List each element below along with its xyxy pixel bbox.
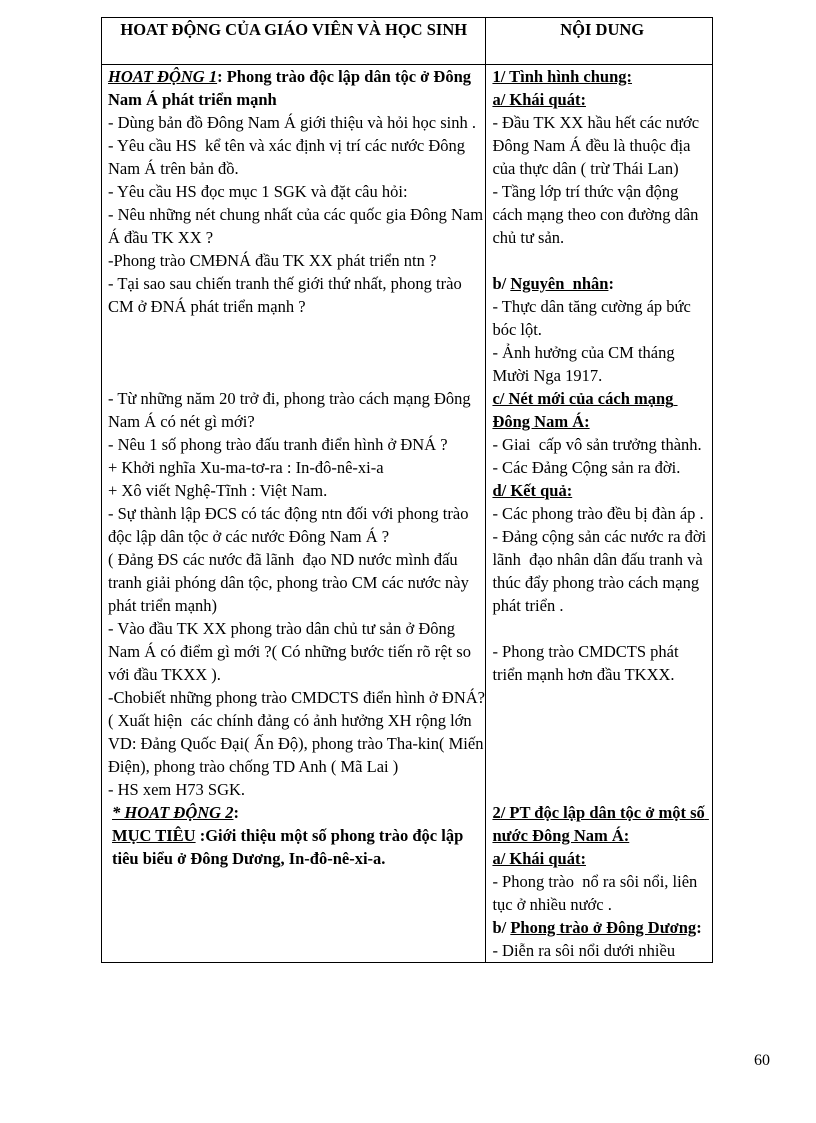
- page-number: 60: [754, 1052, 770, 1069]
- activity-line: + Khởi nghĩa Xu-ma-tơ-ra : In-đô-nê-xi-a: [108, 458, 384, 477]
- activity-2-heading: * HOAT ĐỘNG 2:: [112, 803, 239, 822]
- table-header-row: [102, 18, 713, 65]
- activity-1-label: HOAT ĐỘNG 1: [108, 67, 218, 86]
- section-2a-title: a/ Khái quát:: [492, 849, 586, 868]
- lesson-table: [101, 17, 713, 963]
- activity-line: + Xô viết Nghệ-Tĩnh : Việt Nam.: [108, 481, 328, 500]
- activity-line: VD: Đảng Quốc Đại( Ấn Độ), phong trào Tha-kin( Miến Điện), phong trào chống TD Anh ( Mã Lai ): [108, 734, 488, 776]
- content-line: - Diễn ra sôi nổi dưới nhiều: [492, 941, 676, 960]
- activity-line: - Nêu 1 số phong trào đấu tranh điển hình ở ĐNÁ ?: [108, 435, 448, 454]
- section-2-title: 2/ PT độc lập dân tộc ở một số nước Đông Nam Á:: [492, 803, 709, 845]
- header-right: NỘI DUNG: [486, 18, 713, 65]
- content-line: - Ảnh hưởng của CM tháng Mười Nga 1917.: [492, 343, 679, 385]
- activity-line: - Dùng bản đồ Đông Nam Á giới thiệu và hỏi học sinh .: [108, 113, 477, 132]
- activity-1-title: : Phong trào độc lập dân tộc ở Đông Nam Á phát triển mạnh: [108, 67, 476, 109]
- activities-column: [102, 65, 486, 963]
- activity-line: ( Đảng ĐS các nước đã lãnh đạo ND nước mình đấu tranh giải phóng dân tộc, phong trào CM các nước này phát triển mạnh): [108, 550, 473, 615]
- goal-label: MỤC TIÊU: [112, 826, 196, 845]
- activity-line: - Yêu cầu HS đọc mục 1 SGK và đặt câu hỏi:: [108, 182, 408, 201]
- content-line: - Phong trào CMDCTS phát triển mạnh hơn đầu TKXX.: [492, 642, 683, 684]
- section-1c-title: c/ Nét mới của cách mạng Đông Nam Á:: [492, 389, 678, 431]
- content-line: - Giai cấp vô sản trưởng thành.: [492, 435, 702, 454]
- activity-2-label: * HOAT ĐỘNG 2: [112, 803, 234, 822]
- activity-line: - HS xem H73 SGK.: [108, 780, 246, 799]
- section-1d-title: d/ Kết quả:: [492, 481, 573, 500]
- section-1b-title: b/ Nguyên nhân:: [492, 274, 614, 293]
- content-line: - Đảng cộng sản các nước ra đời lãnh đạo nhân dân đấu tranh và thúc đẩy phong trào cách mạng phát triển .: [492, 527, 711, 615]
- activity-line: - Sự thành lập ĐCS có tác động ntn đối với phong trào độc lập dân tộc ở các nước Đông Nam Á ?: [108, 504, 473, 546]
- section-2b-title: b/ Phong trào ở Đông Dương:: [492, 918, 702, 937]
- content-line: - Các phong trào đều bị đàn áp .: [492, 504, 704, 523]
- activity-line: - Từ những năm 20 trở đi, phong trào cách mạng Đông Nam Á có nét gì mới?: [108, 389, 475, 431]
- header-left: HOAT ĐỘNG CỦA GIÁO VIÊN VÀ HỌC SINH: [102, 18, 486, 65]
- content-line: - Đầu TK XX hầu hết các nước Đông Nam Á đều là thuộc địa của thực dân ( trừ Thái Lan): [492, 113, 704, 178]
- activity-line: - Yêu cầu HS kể tên và xác định vị trí các nước Đông Nam Á trên bản đồ.: [108, 136, 470, 178]
- activity-line: -Phong trào CMĐNÁ đầu TK XX phát triển ntn ?: [108, 251, 437, 270]
- table-body-row: [102, 65, 713, 963]
- activity-line: - Vào đầu TK XX phong trào dân chủ tư sản ở Đông Nam Á có điểm gì mới ?( Có những bước tiến rõ rệt so với đầu TKXX ).: [108, 619, 476, 684]
- content-line: - Thực dân tăng cường áp bức bóc lột.: [492, 297, 695, 339]
- goal-text: MỤC TIÊU :Giới thiệu một số phong trào độc lập tiêu biểu ở Đông Dương, In-đô-nê-xi-a.: [112, 826, 468, 868]
- content-column: [486, 65, 713, 963]
- content-line: - Tầng lớp trí thức vận động cách mạng theo con đường dân chủ tư sản.: [492, 182, 703, 247]
- activity-line: - Nêu những nét chung nhất của các quốc gia Đông Nam Á đầu TK XX ?: [108, 205, 488, 247]
- content-line: - Các Đảng Cộng sản ra đời.: [492, 458, 681, 477]
- section-1-title: 1/ Tình hình chung:: [492, 67, 633, 86]
- activity-1-heading: [108, 65, 485, 111]
- activity-line: - Tại sao sau chiến tranh thế giới thứ nhất, phong trào CM ở ĐNÁ phát triển mạnh ?: [108, 274, 466, 316]
- content-line: - Phong trào nổ ra sôi nổi, liên tục ở nhiều nước .: [492, 872, 706, 914]
- section-1a-title: a/ Khái quát:: [492, 90, 586, 109]
- activity-line: -Chobiết những phong trào CMDCTS điển hình ở ĐNÁ?: [108, 688, 485, 707]
- activity-line: ( Xuất hiện các chính đảng có ảnh hưởng XH rộng lớn: [108, 711, 472, 730]
